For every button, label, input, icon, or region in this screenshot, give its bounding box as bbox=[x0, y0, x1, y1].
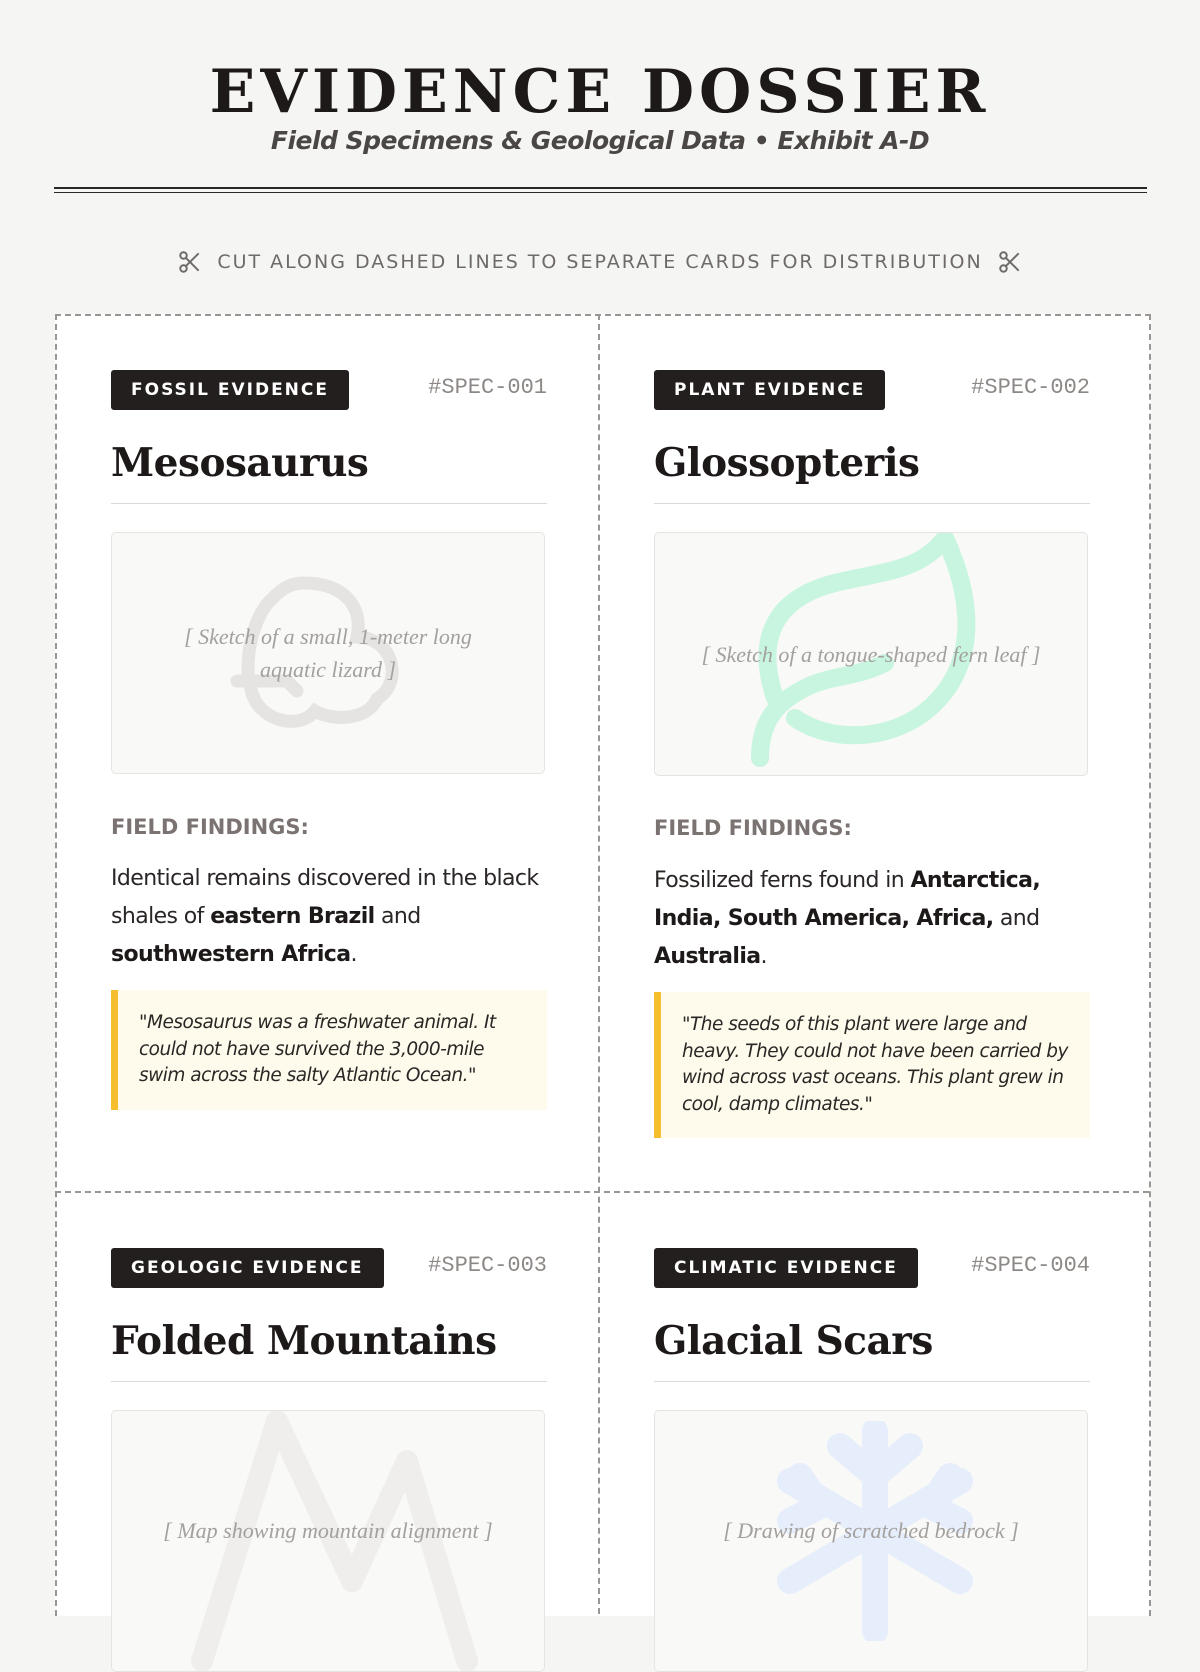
scissors-icon bbox=[997, 249, 1023, 275]
field-findings-text: Fossilized ferns found in Antarctica, India, South America, Africa, and Australia. bbox=[654, 868, 1041, 969]
evidence-card-mesosaurus[interactable] bbox=[111, 370, 547, 1120]
sketch-placeholder bbox=[111, 532, 545, 774]
field-findings-text: Identical remains discovered in the black shales of eastern Brazil and southwestern Africa. bbox=[111, 866, 539, 967]
sketch-caption: [ Drawing of scratched bedrock ] bbox=[723, 1518, 1019, 1543]
cut-instruction bbox=[0, 246, 1200, 278]
sketch-placeholder bbox=[654, 1410, 1088, 1672]
page-subtitle: Field Specimens & Geological Data • Exhibit A-D bbox=[270, 126, 930, 155]
cut-instruction-text: CUT ALONG DASHED LINES TO SEPARATE CARDS FOR DISTRIBUTION bbox=[217, 251, 983, 273]
evidence-card-glacial-scars[interactable] bbox=[654, 1248, 1090, 1600]
category-badge: CLIMATIC EVIDENCE bbox=[654, 1248, 918, 1288]
specimen-quote: "Mesosaurus was a freshwater animal. It could not have survived the 3,000-mile swim across the salty Atlantic Ocean." bbox=[111, 990, 547, 1110]
evidence-card-folded-mountains[interactable] bbox=[111, 1248, 547, 1600]
specimen-name: Folded Mountains bbox=[111, 1318, 497, 1364]
sketch-caption: [ Sketch of a tongue-shaped fern leaf ] bbox=[701, 641, 1041, 667]
scissors-icon bbox=[177, 249, 203, 275]
specimen-name: Glacial Scars bbox=[654, 1318, 933, 1364]
specimen-id: #SPEC-001 bbox=[428, 375, 547, 400]
name-divider bbox=[111, 503, 547, 504]
field-findings-label: FIELD FINDINGS: bbox=[654, 816, 852, 840]
specimen-id: #SPEC-002 bbox=[971, 375, 1090, 400]
header-divider bbox=[54, 187, 1147, 189]
category-badge: FOSSIL EVIDENCE bbox=[111, 370, 349, 410]
header-divider-thin bbox=[54, 192, 1147, 193]
category-badge: PLANT EVIDENCE bbox=[654, 370, 885, 410]
sketch-placeholder bbox=[111, 1410, 545, 1672]
sketch-placeholder bbox=[654, 532, 1088, 776]
category-badge: GEOLOGIC EVIDENCE bbox=[111, 1248, 384, 1288]
specimen-name: Glossopteris bbox=[654, 440, 920, 486]
cut-line-vertical bbox=[598, 314, 600, 1614]
page-title: EVIDENCE DOSSIER bbox=[209, 57, 991, 127]
specimen-id: #SPEC-004 bbox=[971, 1253, 1090, 1278]
specimen-id: #SPEC-003 bbox=[428, 1253, 547, 1278]
evidence-card-glossopteris[interactable] bbox=[654, 370, 1090, 1130]
name-divider bbox=[654, 1381, 1090, 1382]
name-divider bbox=[654, 503, 1090, 504]
sketch-caption: [ Sketch of a small, 1-meter long aquatic lizard ] bbox=[184, 624, 472, 682]
name-divider bbox=[111, 1381, 547, 1382]
specimen-name: Mesosaurus bbox=[111, 440, 369, 486]
cut-line-horizontal bbox=[55, 1191, 1149, 1193]
sketch-caption: [ Map showing mountain alignment ] bbox=[163, 1518, 493, 1543]
field-findings-label: FIELD FINDINGS: bbox=[111, 815, 309, 839]
specimen-quote: "The seeds of this plant were large and heavy. They could not have been carried by wind across vast oceans. This plant grew in cool, damp climates." bbox=[654, 992, 1090, 1138]
